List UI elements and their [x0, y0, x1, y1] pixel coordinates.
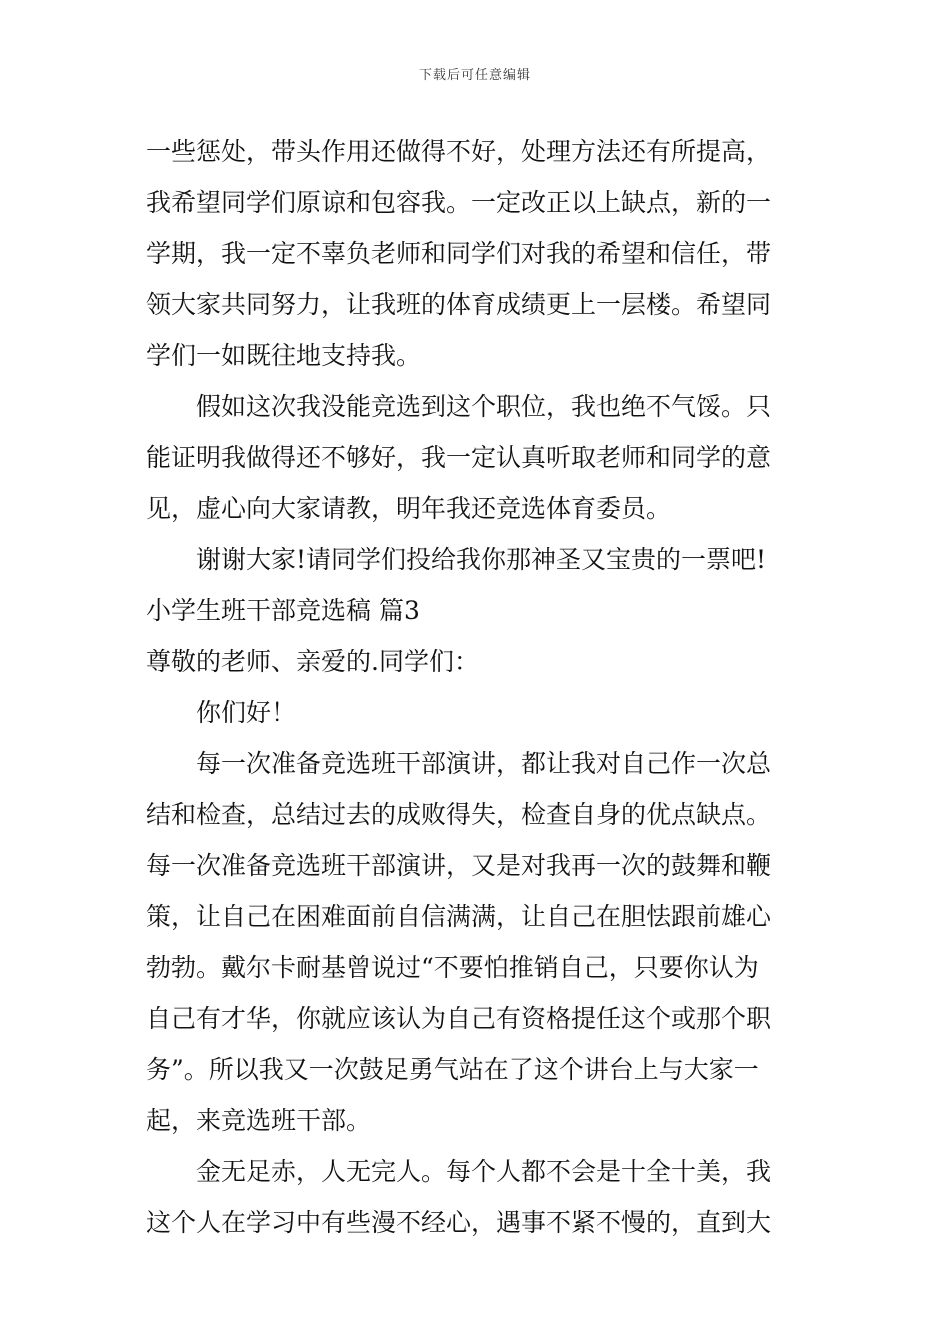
salutation: 尊敬的老师、亲爱的.同学们：	[146, 647, 479, 676]
text-line: 金无足赤，人无完人。每个人都不会是十全十美，我	[196, 1157, 772, 1186]
text-line: 学期，我一定不辜负老师和同学们对我的希望和信任，带	[146, 239, 772, 268]
text-line: 谢谢大家!请同学们投给我你那神圣又宝贵的一票吧!	[196, 545, 767, 574]
text-line: 一些惩处，带头作用还做得不好，处理方法还有所提高，	[146, 137, 772, 166]
text-line: 我希望同学们原谅和包容我。一定改正以上缺点，新的一	[146, 188, 772, 217]
page-header-note: 下载后可任意编辑	[418, 68, 531, 83]
text-line: 起，来竞选班干部。	[146, 1106, 372, 1135]
text-line: 假如这次我没能竞选到这个职位，我也绝不气馁。只	[196, 392, 772, 421]
text-line: 学们一如既往地支持我。	[146, 341, 422, 370]
text-line: 每一次准备竞选班干部演讲，又是对我再一次的鼓舞和鞭	[146, 851, 772, 880]
document-body	[146, 126, 806, 1248]
text-line: 能证明我做得还不够好，我一定认真听取老师和同学的意	[146, 443, 772, 472]
section-title: 小学生班干部竞选稿 篇3	[146, 596, 420, 625]
text-line: 领大家共同努力，让我班的体育成绩更上一层楼。希望同	[146, 290, 772, 319]
text-line: 勃勃。戴尔卡耐基曾说过“不要怕推销自己，只要你认为	[146, 953, 759, 982]
greeting: 你们好！	[196, 698, 297, 727]
text-line: 策，让自己在困难面前自信满满，让自己在胆怯跟前雄心	[146, 902, 772, 931]
text-line: 这个人在学习中有些漫不经心，遇事不紧不慢的，直到大	[146, 1208, 772, 1237]
text-line: 结和检查，总结过去的成败得失，检查自身的优点缺点。	[146, 800, 772, 829]
text-line: 自己有才华，你就应该认为自己有资格提任这个或那个职	[146, 1004, 772, 1033]
text-line: 务”。所以我又一次鼓足勇气站在了这个讲台上与大家一	[146, 1055, 759, 1084]
text-line: 每一次准备竞选班干部演讲，都让我对自己作一次总	[196, 749, 772, 778]
text-line: 见，虚心向大家请教，明年我还竞选体育委员。	[146, 494, 672, 523]
